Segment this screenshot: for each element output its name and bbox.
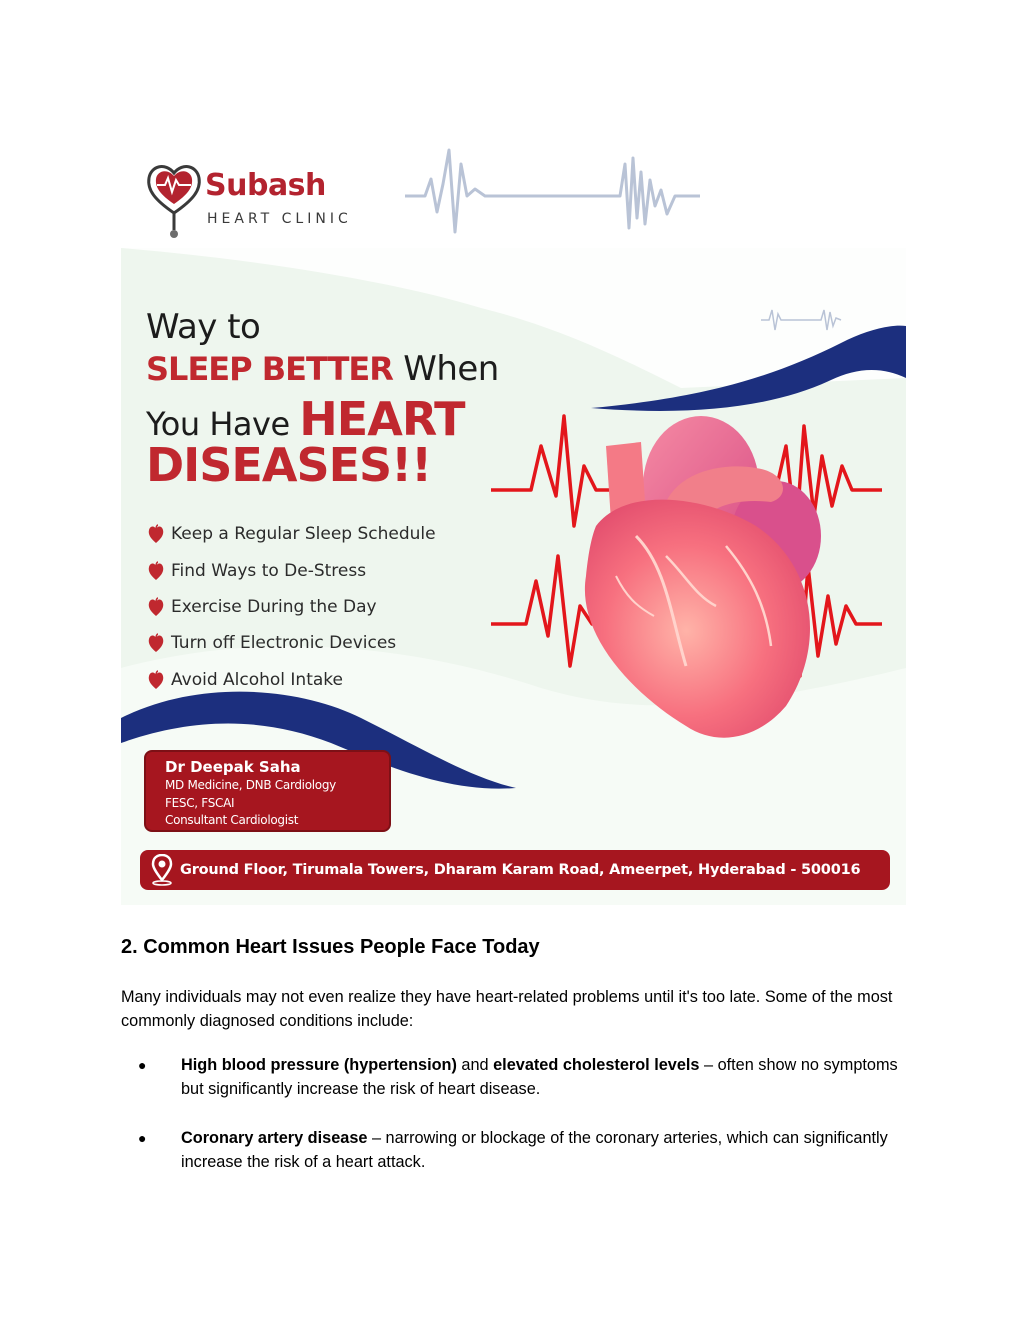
condition-joiner: and (456, 1056, 494, 1074)
doctor-qualification: MD Medicine, DNB Cardiology (165, 778, 336, 792)
headline-line-2 (146, 349, 526, 396)
address-bar (140, 850, 890, 890)
condition-term: High blood pressure (hypertension) (181, 1056, 457, 1074)
tip-item (147, 516, 436, 552)
headline-heart: HEART (299, 392, 465, 446)
doctor-fellowship: FESC, FSCAI (165, 795, 235, 810)
heart-bullet-icon (147, 633, 165, 653)
conditions-list (121, 1053, 911, 1174)
ecg-line-decoration (405, 144, 700, 239)
list-item (121, 1053, 911, 1101)
clinic-address: Ground Floor, Tirumala Towers, Dharam Karam Road, Ameerpet, Hyderabad - 500016 (180, 862, 861, 878)
tip-label: Turn off Electronic Devices (171, 633, 397, 654)
condition-description: – narrowing or blockage of the coronary arteries, which can significantly increase the risk of a heart attack. (181, 1129, 888, 1171)
clinic-name: Subash (205, 168, 326, 203)
tip-label: Keep a Regular Sleep Schedule (171, 524, 436, 545)
headline-diseases: DISEASES!! (146, 438, 432, 492)
condition-description: – often show no symptoms but significantly increase the risk of heart disease. (181, 1056, 898, 1098)
condition-term: Coronary artery disease (181, 1129, 368, 1147)
tip-label: Exercise During the Day (171, 596, 377, 617)
section-heading: 2. Common Heart Issues People Face Today (121, 936, 540, 958)
heart-stethoscope-icon (145, 158, 203, 240)
tip-item (147, 625, 436, 661)
sleep-tips-list (147, 516, 436, 698)
health-poster (121, 248, 906, 905)
doctor-role: Consultant Cardiologist (165, 813, 299, 827)
heart-bullet-icon (147, 670, 165, 690)
bullet-icon: ● (138, 1057, 147, 1073)
anatomical-heart-illustration (486, 406, 886, 746)
tip-label: Find Ways to De-Stress (171, 560, 367, 581)
heart-bullet-icon (147, 561, 165, 581)
clinic-subtitle: HEART CLINIC (207, 211, 352, 227)
doctor-card (144, 750, 391, 832)
bullet-icon: ● (138, 1130, 147, 1146)
intro-paragraph: Many individuals may not even realize they have heart-related problems until it's too late. Some of the most commonly diagnosed conditions include: (121, 988, 893, 1030)
poster-headline (146, 307, 526, 492)
list-item (121, 1126, 911, 1174)
headline-you-have: You Have (146, 405, 300, 443)
clinic-logo (145, 158, 365, 240)
headline-line-3 (146, 392, 526, 446)
doctor-name: Dr Deepak Saha (165, 758, 301, 776)
location-pin-icon (150, 854, 178, 886)
tip-item (147, 662, 436, 698)
tip-item (147, 589, 436, 625)
heart-bullet-icon (147, 524, 165, 544)
headline-sleep-better: SLEEP BETTER (146, 350, 393, 388)
condition-term: elevated cholesterol levels (493, 1056, 700, 1074)
tip-label: Avoid Alcohol Intake (171, 669, 343, 690)
headline-line-1: Way to (146, 307, 261, 347)
tip-item (147, 552, 436, 588)
heart-bullet-icon (147, 597, 165, 617)
headline-when: When (392, 349, 499, 389)
